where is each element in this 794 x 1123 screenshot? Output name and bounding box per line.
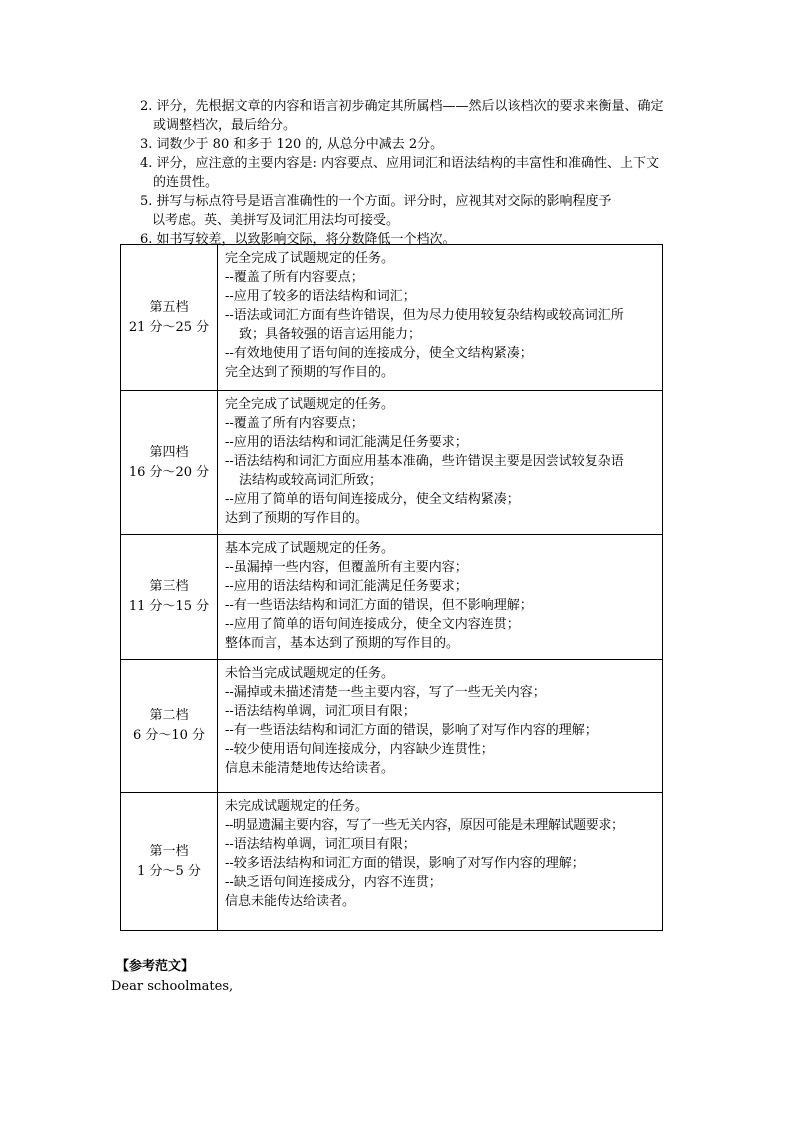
rule-text: 的连贯性。 [153,175,219,190]
level-range: 11 分～15 分 [128,599,210,614]
level-name: 第四档 [149,444,189,460]
desc-line: --有一些语法结构和词汇方面的错误，但不影响理解； [225,598,533,613]
desc-line: --有一些语法结构和词汇方面的错误，影响了对写作内容的理解； [225,723,598,738]
desc-line: --有效地使用了语句间的连接成分，使全文结构紧凑； [225,346,533,361]
desc-line: 未恰当完成试题规定的任务。 [225,666,395,681]
rule-text: 拼写与标点符号是语言准确性的一个方面。评分时，应视其对交际的影响程度予 [156,194,612,209]
desc-line: 致；具备较强的语言运用能力； [239,327,422,342]
level-cell [121,391,218,535]
rule-number: 2. [140,99,153,114]
level-cell [121,535,218,660]
level-cell [121,245,218,391]
desc-line: --语法结构单调，词汇项目有限； [225,704,416,719]
reference-heading: 【参考范文】 [116,959,195,974]
rule-text: 如书写较差，以致影响交际，将分数降低一个档次。 [156,232,456,247]
desc-line: --覆盖了所有内容要点； [225,270,364,285]
rule-number: 4. [140,156,153,171]
desc-line: 基本完成了试题规定的任务。 [225,541,395,556]
desc-line: --漏掉或未描述清楚一些主要内容，写了一些无关内容； [225,685,546,700]
level-name: 第一档 [149,843,189,859]
level-description [218,660,663,793]
rule-text: 评分，应注意的主要内容是: 内容要点、应用词汇和语法结构的丰富性和准确性、上下文 [156,156,660,171]
level-description [218,793,663,931]
desc-line: --应用的语法结构和词汇能满足任务要求； [225,435,468,450]
desc-line: --语法或词汇方面有些许错误，但为尽力使用较复杂结构或较高词汇所 [225,308,624,323]
rule-text: 以考虑。英、美拼写及词汇用法均可接受。 [152,213,400,228]
rule-text: 评分，先根据文章的内容和语言初步确定其所属档——然后以该档次的要求来衡量、确定 [156,99,664,114]
level-cell [121,660,218,793]
desc-line: --语法结构和词汇方面应用基本准确，些许错误主要是因尝试较复杂语 [225,454,624,469]
desc-line: --应用了简单的语句间连接成分，使全文内容连贯； [225,617,520,632]
rule-text: 词数少于 80 和多于 120 的, 从总分中减去 2分。 [156,137,444,152]
desc-line: 信息未能传达给读者。 [225,894,356,909]
level-range: 21 分～25 分 [128,319,210,335]
table-row [121,535,663,660]
letter-greeting: Dear schoolmates, [111,979,234,994]
rule-4 [140,154,710,192]
level-range: 16 分～20 分 [128,464,210,480]
rule-5 [140,192,710,230]
desc-line: --应用了简单的语句间连接成分，使全文结构紧凑； [225,492,520,507]
rule-number: 5. [140,194,153,209]
level-name: 第五档 [149,299,189,315]
scoring-rules [140,97,710,249]
level-name: 第三档 [149,579,189,594]
desc-line: --较多语法结构和词汇方面的错误，影响了对写作内容的理解； [225,856,585,871]
desc-line: 完全完成了试题规定的任务。 [225,397,395,412]
desc-line: 完全完成了试题规定的任务。 [225,251,395,266]
level-name: 第二档 [149,708,189,723]
level-range: 1 分～5 分 [137,863,201,879]
rule-text: 或调整档次，最后给分。 [153,118,297,133]
desc-line: --较少使用语句间连接成分，内容缺少连贯性； [225,742,494,757]
level-description [218,245,663,391]
desc-line: 整体而言，基本达到了预期的写作目的。 [225,636,460,651]
desc-line: --应用的语法结构和词汇能满足任务要求； [225,579,468,594]
level-description [218,391,663,535]
level-description [218,535,663,660]
desc-line: --覆盖了所有内容要点； [225,416,364,431]
desc-line: 信息未能清楚地传达给读者。 [225,761,395,776]
desc-line: 完全达到了预期的写作目的。 [225,365,395,380]
rule-number: 3. [140,137,153,152]
table-row [121,793,663,931]
desc-line: --缺乏语句间连接成分，内容不连贯； [225,875,442,890]
rule-3 [140,135,710,154]
rule-2 [140,97,710,135]
level-range: 6 分～10 分 [132,728,206,743]
desc-line: --虽漏掉一些内容，但覆盖所有主要内容； [225,560,468,575]
grading-table [120,244,663,931]
desc-line: --明显遗漏主要内容，写了一些无关内容，原因可能是未理解试题要求； [225,818,624,833]
desc-line: 达到了预期的写作目的。 [225,511,369,526]
desc-line: 未完成试题规定的任务。 [225,799,369,814]
desc-line: --应用了较多的语法结构和词汇； [225,289,416,304]
table-row [121,391,663,535]
desc-line: 法结构或较高词汇所致； [239,473,383,488]
table-row [121,245,663,391]
desc-line: --语法结构单调，词汇项目有限； [225,837,416,852]
table-row [121,660,663,793]
level-cell [121,793,218,931]
rule-number: 6. [140,232,153,247]
